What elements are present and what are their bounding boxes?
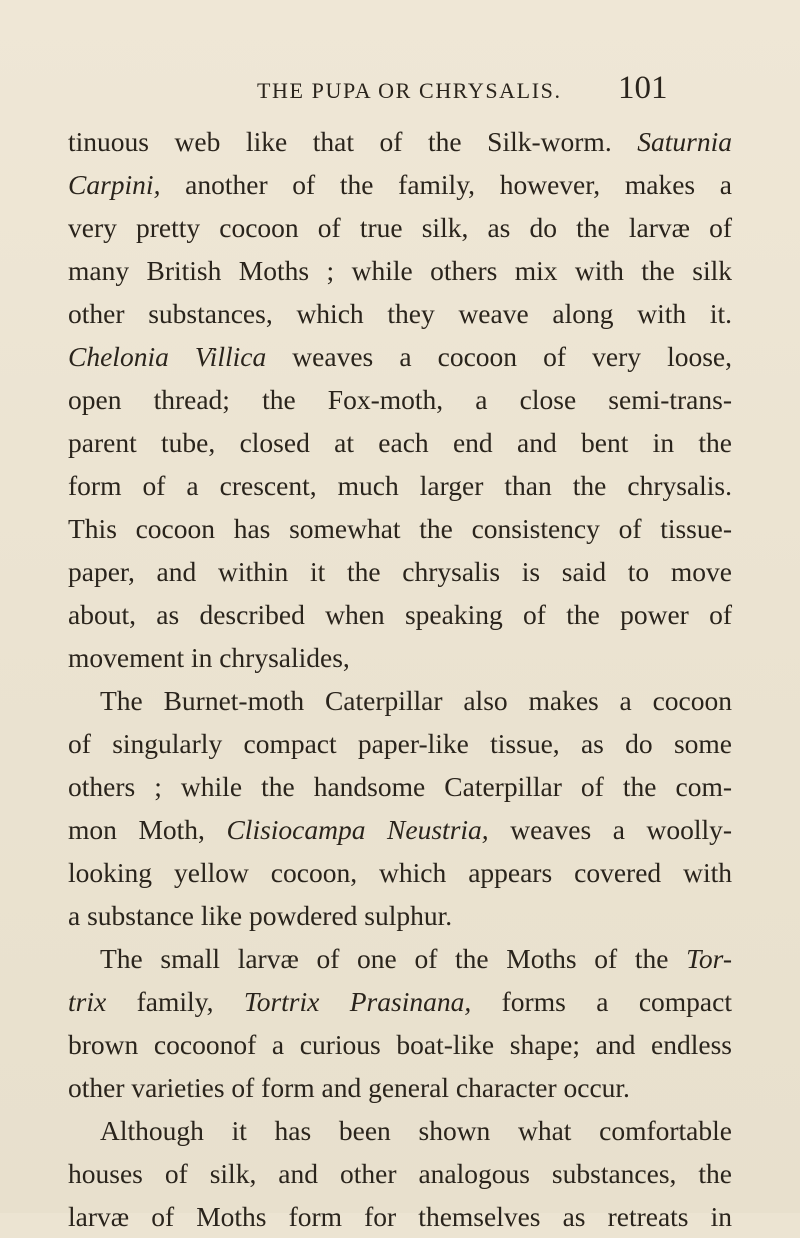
text-line [68, 894, 732, 937]
text-span: very pretty cocoon of true silk, as do the larvæ of [68, 212, 732, 243]
text-span: mon Moth, [68, 814, 227, 845]
text-span: family, [106, 986, 244, 1017]
text-span: form of a crescent, much larger than the chrysalis. [68, 470, 732, 501]
text-line [68, 636, 732, 679]
text-span: parent tube, closed at each end and bent in the [68, 427, 732, 458]
text-line [68, 464, 732, 507]
text-line [68, 1066, 732, 1109]
text-span: open thread; the Fox-moth, a close semi-trans- [68, 384, 732, 415]
text-line [68, 808, 732, 851]
italic-text: Chelonia Villica [68, 341, 267, 372]
text-line [68, 722, 732, 765]
text-span: paper, and within it the chrysalis is said to move [68, 556, 732, 587]
body-text [68, 120, 732, 1238]
text-line [68, 335, 732, 378]
text-line [68, 1152, 732, 1195]
text-line [68, 937, 732, 980]
text-line [68, 163, 732, 206]
italic-text: Clisiocampa Neustria, [226, 814, 489, 845]
text-line [68, 550, 732, 593]
text-span: houses of silk, and other analogous substances, the [68, 1158, 732, 1189]
italic-text: Saturnia [637, 126, 732, 157]
text-span: brown cocoonof a curious boat-like shape; and endless [68, 1029, 732, 1060]
text-span: a substance like powdered sulphur. [68, 900, 453, 931]
text-line [68, 292, 732, 335]
text-line [68, 593, 732, 636]
text-line [68, 980, 732, 1023]
text-line [68, 507, 732, 550]
italic-text: Tortrix Prasinana, [243, 986, 472, 1017]
text-span: larvæ of Moths form for themselves as retreats in [68, 1201, 732, 1232]
text-line [68, 1109, 732, 1152]
text-span: others ; while the handsome Caterpillar of the com- [68, 771, 732, 802]
running-head [0, 70, 800, 118]
text-span: The Burnet-moth Caterpillar also makes a cocoon [100, 685, 732, 716]
running-head-title: THE PUPA OR CHRYSALIS. [257, 78, 562, 103]
text-line [68, 679, 732, 722]
text-span: another of the family, however, makes a [160, 169, 732, 200]
text-span: This cocoon has somewhat the consistency of tissue- [68, 513, 732, 544]
text-line [68, 421, 732, 464]
text-line [68, 765, 732, 808]
text-span: The small larvæ of one of the Moths of the [100, 943, 687, 974]
text-span: of singularly compact paper-like tissue, as do some [68, 728, 732, 759]
text-span: tinuous web like that of the Silk-worm. [68, 126, 638, 157]
text-line [68, 1195, 732, 1238]
text-span: Although it has been shown what comfortable [100, 1115, 732, 1146]
text-span: movement in chrysalides, [68, 642, 350, 673]
italic-text: Carpini, [68, 169, 161, 200]
text-line [68, 1023, 732, 1066]
text-span: other varieties of form and general character occur. [68, 1072, 630, 1103]
text-span: weaves a woolly- [488, 814, 733, 845]
italic-text: trix [68, 986, 107, 1017]
text-line [68, 206, 732, 249]
text-line [68, 851, 732, 894]
text-line [68, 120, 732, 163]
text-span: forms a compact [471, 986, 732, 1017]
text-line [68, 249, 732, 292]
text-span: about, as described when speaking of the power of [68, 599, 732, 630]
text-span: looking yellow cocoon, which appears covered with [68, 857, 732, 888]
text-line [68, 378, 732, 421]
italic-text: Tor- [686, 943, 732, 974]
text-span: many British Moths ; while others mix with the silk [68, 255, 732, 286]
page-number: 101 [618, 70, 668, 106]
text-span: other substances, which they weave along with it. [68, 298, 732, 329]
text-span: weaves a cocoon of very loose, [266, 341, 732, 372]
